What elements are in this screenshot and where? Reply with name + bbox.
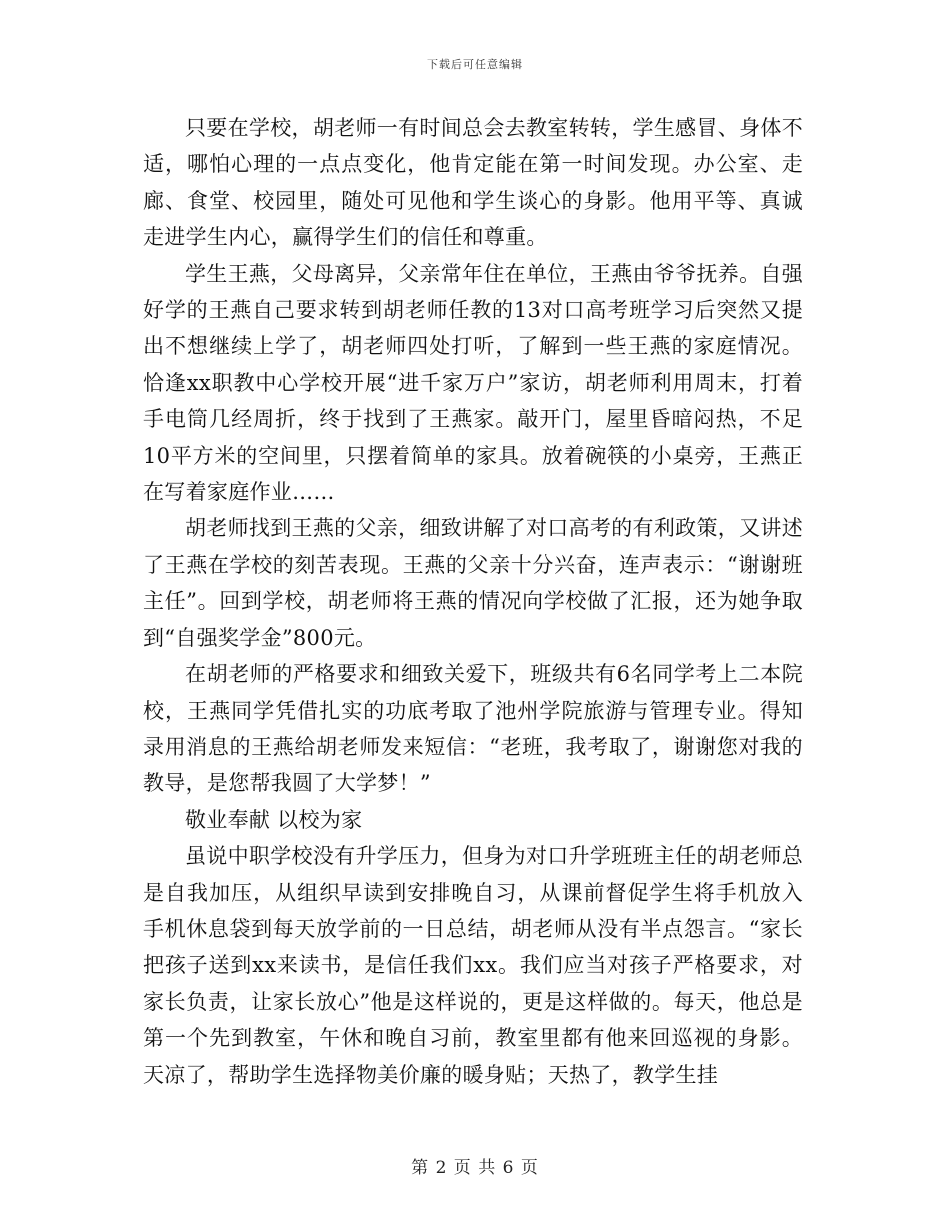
page-header: 下载后可任意编辑 — [427, 58, 523, 71]
paragraph-2: 学生王燕，父母离异，父亲常年住在单位，王燕由爷爷抚养。自强好学的王燕自己要求转到胡老师任教的13对口高考班学习后突然又提出不想继续上学了，胡老师四处打听，了解到一些王燕的家庭情况。恰逢xx职教中心学校开展“进千家万户”家访，胡老师利用周末，打着手电筒几经周折，终于找到了王燕家。敲开门，屋里昏暗闷热，不足10平方米的空间里，只摆着简单的家具。放着碗筷的小桌旁，王燕正在写着家庭作业…… — [143, 261, 803, 505]
page-footer: 第 2 页 共 6 页 — [411, 1158, 539, 1178]
paragraph-5: 虽说中职学校没有升学压力，但身为对口升学班班主任的胡老师总是自我加压，从组织早读到安排晚自习，从课前督促学生将手机放入手机休息袋到每天放学前的一日总结，胡老师从没有半点怨言。“家长把孩子送到xx来读书，是信任我们xx。我们应当对孩子严格要求，对家长负责，让家长放心”他是这样说的，更是这样做的。每天，他总是第一个先到教室，午休和晚自习前，教室里都有他来回巡视的身影。天凉了，帮助学生选择物美价廉的暖身贴；天热了，教学生挂 — [143, 844, 803, 1087]
paragraph-1: 只要在学校，胡老师一有时间总会去教室转转，学生感冒、身体不适，哪怕心理的一点点变化，他肯定能在第一时间发现。办公室、走廊、食堂、校园里，随处可见他和学生谈心的身影。他用平等、真诚走进学生内心，赢得学生们的信任和尊重。 — [143, 116, 803, 250]
section-heading: 敬业奉献 以校为家 — [185, 807, 363, 832]
document-body — [143, 110, 803, 1093]
paragraph-3: 胡老师找到王燕的父亲，细致讲解了对口高考的有利政策，又讲述了王燕在学校的刻苦表现。王燕的父亲十分兴奋，连声表示：“谢谢班主任”。回到学校，胡老师将王燕的情况向学校做了汇报，还为她争取到“自强奖学金”800元。 — [143, 516, 803, 650]
paragraph-4: 在胡老师的严格要求和细致关爱下，班级共有6名同学考上二本院校，王燕同学凭借扎实的功底考取了池州学院旅游与管理专业。得知录用消息的王燕给胡老师发来短信：“老班，我考取了，谢谢您对我的教导，是您帮我圆了大学梦！” — [143, 662, 803, 796]
